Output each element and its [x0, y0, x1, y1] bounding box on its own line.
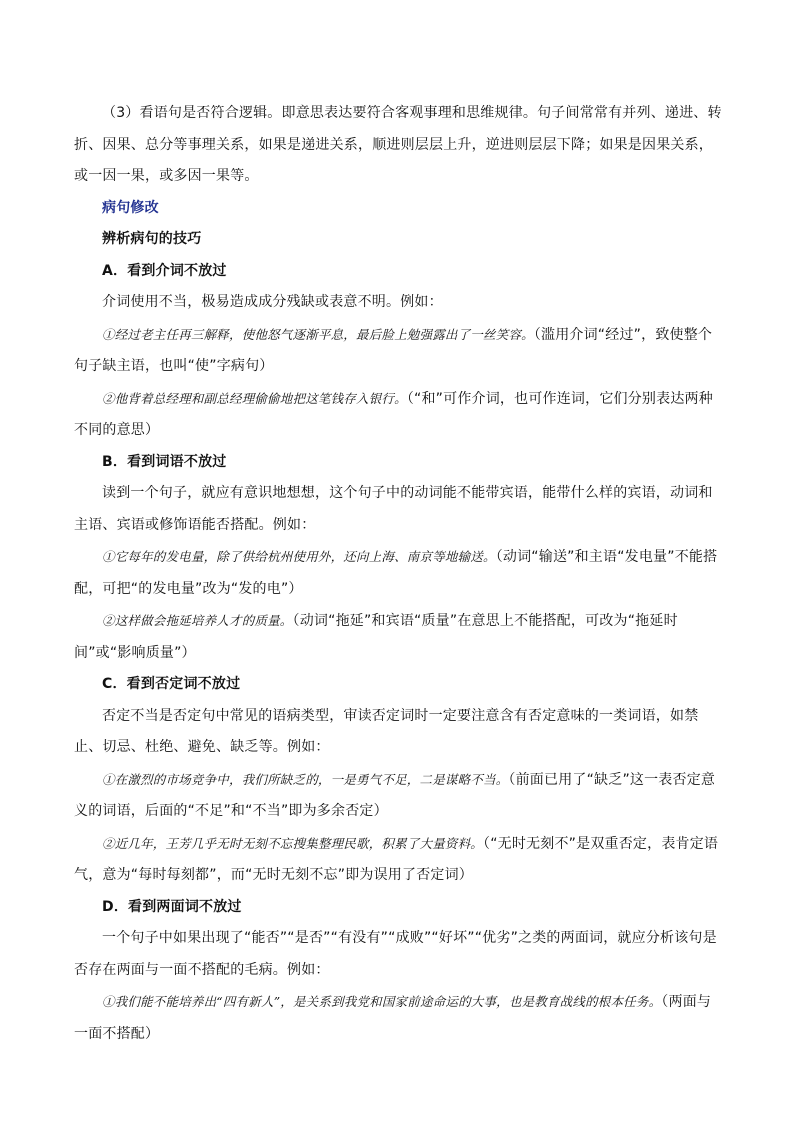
- example-note: （“无时无刻不”是双重否定，表肯定语气，意为“每时每刻都”，而“无时无刻不忘”即为误用了否定词）: [74, 835, 719, 883]
- example-d1: [74, 986, 724, 1050]
- example-sentence: ①我们能不能培养出“四有新人”，是关系到我党和国家前途命运的大事，也是教育战线的根本任务。: [102, 994, 662, 1009]
- item-desc-c: 否定不当是否定句中常见的语病类型，审读否定词时一定要注意含有否定意味的一类词语，如禁止、切忌、杜绝、避免、缺乏等。例如：: [74, 707, 699, 755]
- item-heading-c: C．看到否定词不放过: [102, 676, 241, 692]
- example-sentence: ②他背着总经理和副总经理偷偷地把这笔钱存入银行。: [102, 390, 407, 406]
- example-b1: [74, 541, 724, 605]
- intro-paragraph: （3）看语句是否符合逻辑。即意思表达要符合客观事理和思维规律。句子间常常有并列、递进、转折、因果、总分等事理关系，如果是递进关系，顺进则层层上升，逆进则层层下降；如果是因果关系，或一因一果，或多因一果等。: [74, 105, 722, 184]
- example-note: （两面与一面不搭配）: [74, 994, 712, 1042]
- item-desc-a: 介词使用不当，极易造成成分残缺或表意不明。例如：: [102, 294, 443, 310]
- example-note: （“和”可作介词，也可作连词，它们分别表达两种不同的意思）: [74, 390, 713, 438]
- example-b2: [74, 605, 724, 669]
- example-sentence: ②近几年，王芳几乎无时无刻不忘搜集整理民歌，积累了大量资料。: [102, 835, 484, 851]
- item-desc-b: 读到一个句子，就应有意识地想想，这个句子中的动词能不能带宾语，能带什么样的宾语，动词和主语、宾语或修饰语能否搭配。例如：: [74, 485, 713, 533]
- subsection-title: 辨析病句的技巧: [102, 231, 202, 247]
- example-c1: [74, 764, 724, 828]
- example-a1: [74, 319, 724, 383]
- example-sentence: ①它每年的发电量，除了供给杭州使用外，还向上海、南京等地输送。: [102, 549, 496, 564]
- example-sentence: ①经过老主任再三解释，使他怒气逐渐平息，最后脸上勉强露出了一丝笑容。: [102, 326, 534, 342]
- section-title: 病句修改: [102, 199, 159, 216]
- item-desc-d: 一个句子中如果出现了“能否”“是否”“有没有”“成败”“好坏”“优劣”之类的两面词，就应分析该句是否存在两面与一面不搭配的毛病。例如：: [74, 930, 717, 978]
- item-heading-d: D．看到两面词不放过: [102, 898, 242, 915]
- example-note: （滥用介词“经过”，致使整个句子缺主语，也叫“使”字病句）: [74, 326, 713, 374]
- example-sentence: ①在激烈的市场竞争中，我们所缺乏的，一是勇气不足，二是谋略不当。: [102, 771, 509, 787]
- example-a2: [74, 383, 724, 447]
- document-body: [74, 98, 724, 1050]
- example-note: （动词“拖延”和宾语“质量”在意思上不能搭配，可改为“拖延时间”或“影响质量”）: [74, 613, 678, 661]
- example-note: （前面已用了“缺乏”这一表否定意义的词语，后面的“不足”和“不当”即为多余否定）: [74, 771, 716, 819]
- example-c2: [74, 828, 724, 892]
- example-note: （动词“输送”和主语“发电量”不能搭配，可把“的发电量”改为“发的电”）: [74, 549, 718, 597]
- item-heading-a: A．看到介词不放过: [102, 262, 227, 279]
- example-sentence: ②这样做会拖延培养人才的质量。: [102, 613, 293, 628]
- item-heading-b: B．看到词语不放过: [102, 453, 227, 470]
